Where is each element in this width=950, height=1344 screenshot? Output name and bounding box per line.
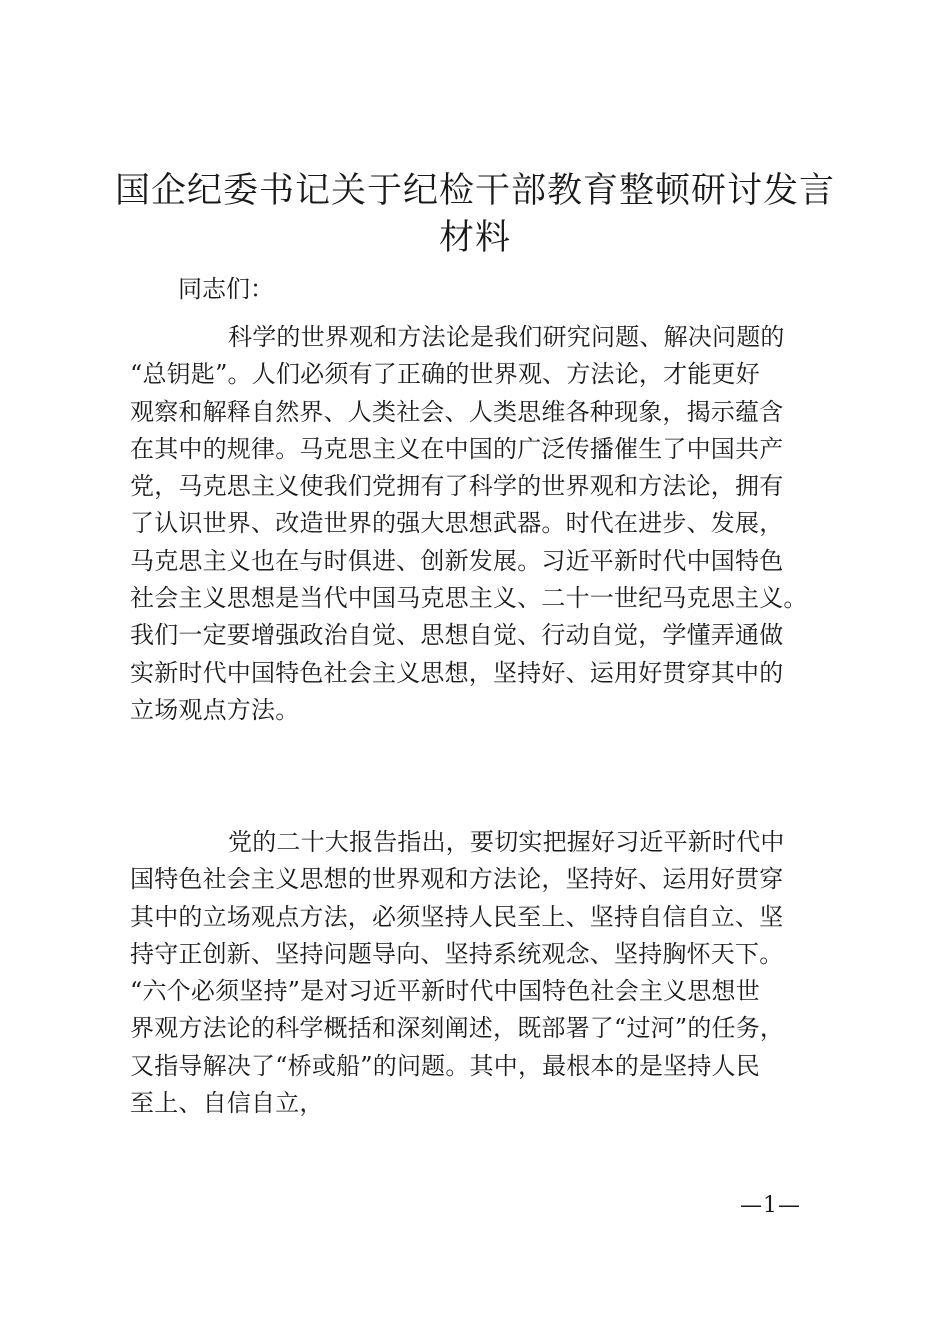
paragraph-line: 在其中的规律。马克思主义在中国的广泛传播催生了中国共产 [130, 434, 784, 463]
salutation: 同志们： [178, 275, 274, 303]
paragraph-1 [130, 319, 830, 729]
paragraph-line: 社会主义思想是当代中国马克思主义、二十一世纪马克思主义。 [130, 584, 808, 613]
paragraph-line: 科学的世界观和方法论是我们研究问题、解决问题的 [228, 323, 785, 351]
paragraph-line: 立场观点方法。 [130, 695, 300, 724]
paragraph-line: 其中的立场观点方法，必须坚持人民至上、坚持自信自立、坚 [130, 902, 784, 931]
paragraph-line: 党，马克思主义使我们党拥有了科学的世界观和方法论，拥有 [130, 472, 784, 501]
title-line-2: 材料 [438, 218, 511, 258]
paragraph-line: 我们一定要增强政治自觉、思想自觉、行动自觉，学懂弄通做 [130, 621, 784, 650]
paragraph-line: 至上、自信自立， [130, 1089, 324, 1118]
paragraph-line: 党的二十大报告指出，要切实把握好习近平新时代中 [228, 828, 785, 856]
paragraph-line: 观察和解释自然界、人类社会、人类思维各种现象，揭示蕴含 [130, 397, 784, 426]
page-number: —1— [740, 1193, 801, 1218]
paragraph-line: “六个必须坚持”是对习近平新时代中国特色社会主义思想世 [130, 977, 760, 1006]
title-line-1: 国企纪委书记关于纪检干部教育整顿研讨发言 [114, 171, 835, 211]
paragraph-line: 马克思主义也在与时俱进、创新发展。习近平新时代中国特色 [130, 546, 784, 575]
paragraph-line: 国特色社会主义思想的世界观和方法论，坚持好、运用好贯穿 [130, 865, 784, 894]
paragraph-line: 又指导解决了“桥或船”的问题。其中，最根本的是坚持人民 [130, 1051, 760, 1080]
paragraph-line: 了认识世界、改造世界的强大思想武器。时代在进步、发展， [130, 509, 784, 538]
paragraph-2 [130, 824, 830, 1122]
paragraph-line: “总钥匙”。人们必须有了正确的世界观、方法论，才能更好 [130, 360, 760, 389]
paragraph-line: 实新时代中国特色社会主义思想，坚持好、运用好贯穿其中的 [130, 658, 784, 687]
paragraph-line: 持守正创新、坚持问题导向、坚持系统观念、坚持胸怀天下。 [130, 939, 784, 968]
paragraph-line: 界观方法论的科学概括和深刻阐述，既部署了“过河”的任务， [130, 1014, 785, 1043]
document-title [110, 168, 840, 262]
